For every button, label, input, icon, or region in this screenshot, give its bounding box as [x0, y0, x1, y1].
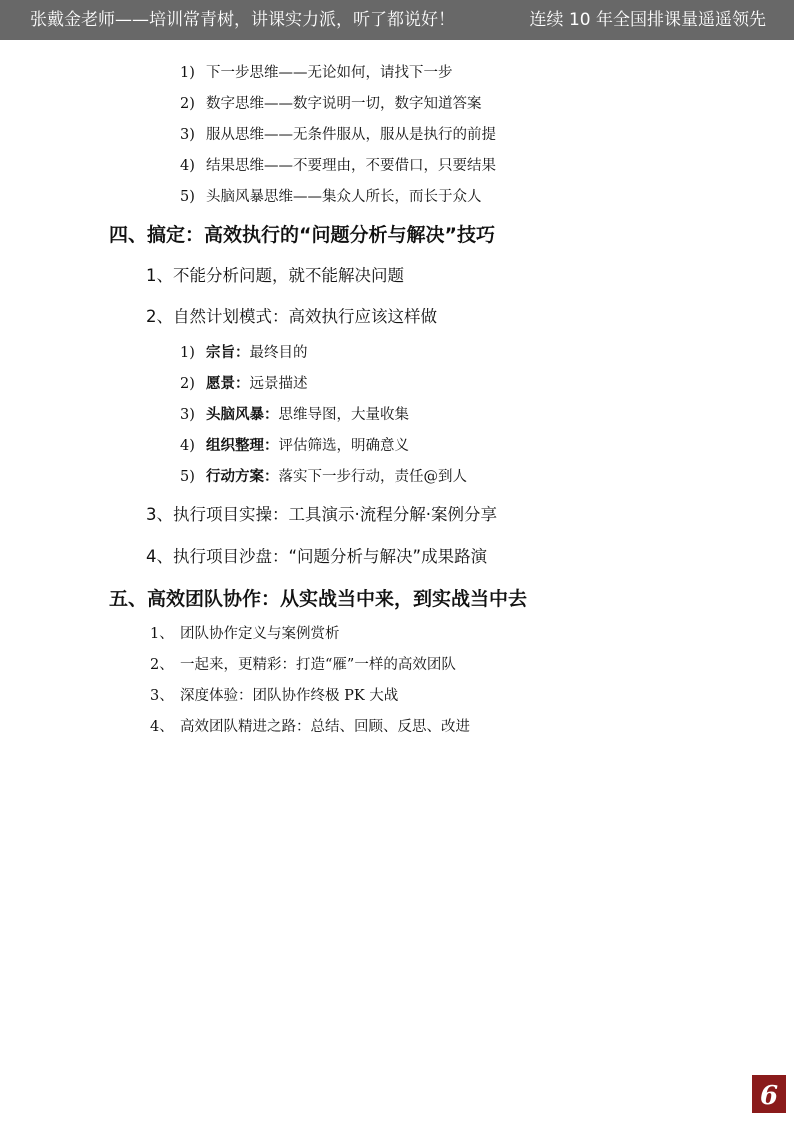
list-text: 高效团队精进之路：总结、回顾、反思、改进 [180, 719, 470, 735]
page-number-badge: 6 [752, 1075, 786, 1113]
subsection-heading: 3、执行项目实操：工具演示·流程分解·案例分享 [146, 505, 497, 524]
section-heading: 四、搞定：高效执行的“问题分析与解决”技巧 [109, 224, 495, 246]
list-number: 2) [180, 376, 195, 392]
section-heading: 五、高效团队协作：从实战当中来，到实战当中去 [109, 588, 528, 610]
list-number: 4、 [150, 719, 174, 735]
list-number: 1、 [150, 626, 174, 642]
list-number: 1) [180, 65, 195, 81]
list-text: 团队协作定义与案例赏析 [180, 626, 340, 642]
list-text: 评估筛选，明确意义 [278, 438, 409, 454]
list-number: 3) [180, 407, 195, 423]
list-text: 远景描述 [249, 376, 308, 392]
banner-slogan: 张戴金老师——培训常青树，讲课实力派，听了都说好！ [30, 10, 455, 30]
list-number: 4) [180, 438, 195, 454]
list-text: 一起来，更精彩：打造“雁”一样的高效团队 [180, 657, 456, 673]
item-label: 愿景： [206, 376, 250, 392]
list-number: 4) [180, 158, 195, 174]
item-label: 头脑风暴： [206, 407, 279, 423]
list-text: 下一步思维——无论如何，请找下一步 [206, 65, 453, 81]
subsection-heading: 2、自然计划模式：高效执行应该这样做 [146, 307, 437, 326]
list-number: 2、 [150, 657, 174, 673]
list-text: 最终目的 [249, 345, 308, 361]
list-text: 思维导图，大量收集 [278, 407, 409, 423]
list-number: 2) [180, 96, 195, 112]
list-text: 数字思维——数字说明一切，数字知道答案 [206, 96, 482, 112]
list-number: 5) [180, 189, 195, 205]
subsection-heading: 4、执行项目沙盘：“问题分析与解决”成果路演 [146, 547, 488, 566]
list-text: 结果思维——不要理由，不要借口，只要结果 [206, 158, 496, 174]
list-number: 3、 [150, 688, 174, 704]
subsection-heading: 1、不能分析问题，就不能解决问题 [146, 266, 404, 285]
list-text: 深度体验：团队协作终极 PK 大战 [180, 688, 399, 704]
list-text: 头脑风暴思维——集众人所长，而长于众人 [206, 189, 482, 205]
item-label: 宗旨： [206, 345, 250, 361]
list-text: 服从思维——无条件服从，服从是执行的前提 [206, 127, 496, 143]
item-label: 组织整理： [206, 438, 279, 454]
banner-highlight: 连续 10 年全国排课量遥遥领先 [529, 10, 766, 30]
list-number: 1) [180, 345, 195, 361]
item-label: 行动方案： [206, 469, 279, 485]
list-number: 5) [180, 469, 195, 485]
header-banner [0, 0, 794, 40]
list-text: 落实下一步行动，责任@到人 [278, 469, 467, 485]
list-number: 3) [180, 127, 195, 143]
